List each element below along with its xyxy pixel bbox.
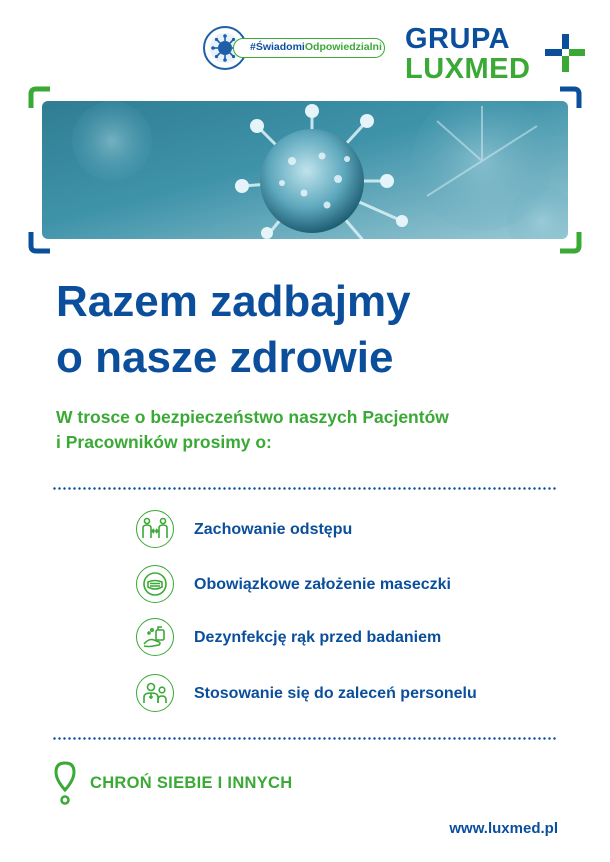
campaign-hashtag bbox=[233, 38, 385, 58]
subheading bbox=[56, 405, 566, 455]
campaign-badge bbox=[203, 26, 383, 70]
page-title bbox=[56, 274, 576, 386]
location-pin-icon bbox=[52, 760, 78, 806]
request-label: Stosowanie się do zaleceń personelu bbox=[194, 685, 477, 702]
luxmed-logo bbox=[405, 24, 585, 86]
website-link[interactable]: www.luxmed.pl bbox=[449, 820, 558, 837]
logo-line-1: GRUPA bbox=[405, 23, 511, 55]
footer-slogan: CHROŃ SIEBIE I INNYCH bbox=[90, 774, 293, 792]
list-item bbox=[136, 508, 556, 548]
request-label: Dezynfekcję rąk przed badaniem bbox=[194, 629, 442, 646]
hashtag-part-2: Odpowiedzialni bbox=[304, 41, 382, 53]
title-line-1: Razem zadbajmy bbox=[56, 277, 411, 326]
mask-icon bbox=[136, 565, 174, 603]
hashtag-part-1: #Świadomi bbox=[250, 41, 305, 53]
distance-icon bbox=[136, 510, 174, 548]
list-item bbox=[136, 563, 556, 603]
logo-cross-icon bbox=[545, 32, 585, 74]
coronavirus-image bbox=[42, 101, 568, 239]
subheading-line-1: W trosce o bezpieczeństwo naszych Pacjentów bbox=[56, 407, 449, 427]
dotted-divider-top bbox=[52, 487, 558, 490]
request-label: Obowiązkowe założenie maseczki bbox=[194, 576, 451, 593]
list-item bbox=[136, 672, 556, 712]
medical-staff-icon bbox=[136, 674, 174, 712]
title-line-2: o nasze zdrowie bbox=[56, 333, 394, 382]
request-label: Zachowanie odstępu bbox=[194, 521, 353, 538]
hand-sanitizer-icon bbox=[136, 618, 174, 656]
logo-line-2: LUXMED bbox=[405, 53, 531, 85]
subheading-line-2: i Pracowników prosimy o: bbox=[56, 432, 272, 452]
coronavirus-banner bbox=[42, 101, 568, 239]
list-item bbox=[136, 616, 556, 656]
dotted-divider-bottom bbox=[52, 737, 558, 740]
